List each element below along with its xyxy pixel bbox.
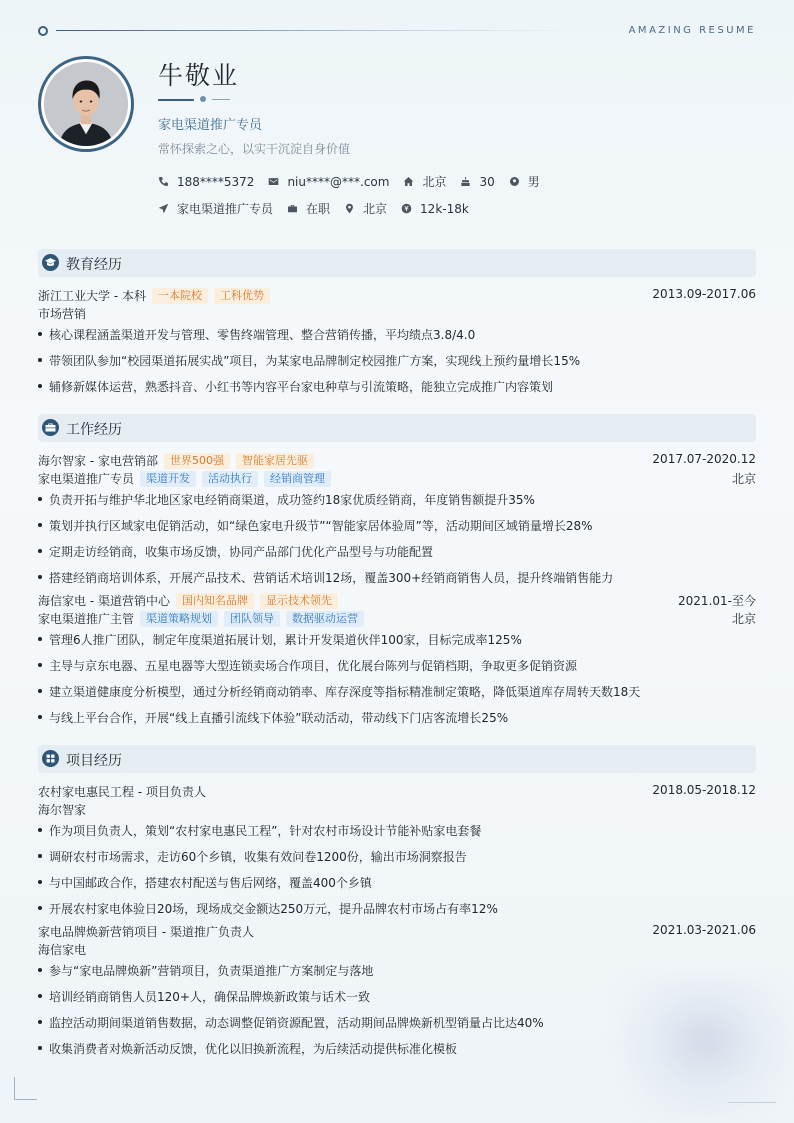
company-tag: 智能家居先驱 [236, 453, 314, 469]
section-title: 工作经历 [66, 422, 122, 438]
role-tag: 渠道策略规划 [140, 611, 218, 627]
city-item: 北京 [403, 173, 446, 190]
job-title: 家电渠道推广专员 [158, 118, 263, 133]
age-item: 30 [460, 175, 494, 189]
company-name: 海信家电 - 渠道营销中心 [38, 594, 170, 608]
graduation-cap-icon [42, 254, 59, 271]
location-icon [344, 203, 355, 214]
project-date: 2021.03-2021.06 [652, 923, 756, 937]
job-role: 家电渠道推广专员 [38, 472, 135, 486]
job-date: 2021.01-至今 [678, 594, 756, 608]
section-work [38, 414, 756, 442]
role-tag: 渠道开发 [140, 471, 196, 487]
job-role-row [38, 470, 756, 487]
top-decoration [38, 26, 756, 36]
project-title: 农村家电惠民工程 - 项目负责人 [38, 785, 206, 799]
company-tag: 世界500强 [164, 453, 230, 469]
school-tag: 工科优势 [214, 288, 270, 304]
role-tag: 活动执行 [202, 471, 258, 487]
project-header [38, 783, 756, 800]
contact-row [158, 173, 554, 190]
project-org: 海尔智家 [38, 803, 87, 817]
job-role: 家电渠道推广主管 [38, 612, 135, 626]
role-tag: 经销商管理 [264, 471, 331, 487]
home-icon [403, 176, 414, 187]
project-date: 2018.05-2018.12 [652, 783, 756, 797]
job-header [38, 592, 756, 609]
name-underline-decoration [158, 96, 238, 104]
job-role-row [38, 610, 756, 627]
project-header [38, 923, 756, 940]
send-icon [158, 203, 169, 214]
project-org: 海信家电 [38, 943, 87, 957]
email-item: niu****@***.com [268, 175, 389, 189]
portrait-image [44, 62, 128, 146]
blurred-decoration [616, 975, 794, 1123]
section-education [38, 249, 756, 277]
salary-icon [401, 203, 412, 214]
bottom-rule [728, 1102, 776, 1103]
corner-decoration [14, 1077, 37, 1100]
section-title: 教育经历 [66, 257, 122, 273]
section-title: 项目经历 [66, 753, 122, 769]
education-header [38, 287, 756, 304]
mail-icon [268, 176, 279, 187]
section-projects [38, 745, 756, 773]
ring-decoration [38, 26, 48, 36]
project-title: 家电品牌焕新营销项目 - 渠道推广负责人 [38, 925, 254, 939]
phone-item: 188****5372 [158, 175, 254, 189]
briefcase-icon [287, 203, 298, 214]
briefcase-section-icon [42, 419, 59, 436]
job-header [38, 452, 756, 469]
gender-icon [509, 176, 520, 187]
salary-item: 12k-18k [401, 202, 469, 216]
gender-item: 男 [509, 173, 540, 190]
job-location: 北京 [731, 612, 756, 626]
school-name: 浙江工业大学 - 本科 [38, 289, 146, 303]
intent-position-item: 家电渠道推广专员 [158, 200, 273, 217]
major: 市场营销 [38, 307, 87, 321]
status-item: 在职 [287, 200, 330, 217]
company-tag: 显示技术领先 [260, 593, 338, 609]
phone-icon [158, 176, 169, 187]
role-tag: 数据驱动运营 [286, 611, 364, 627]
grid-icon [42, 750, 59, 767]
intent-row [158, 200, 483, 217]
top-rule [56, 30, 576, 31]
candidate-name: 牛敬业 [158, 61, 240, 90]
intent-city-item: 北京 [344, 200, 387, 217]
school-tag: 一本院校 [152, 288, 208, 304]
job-location: 北京 [731, 472, 756, 486]
education-date: 2013.09-2017.06 [652, 287, 756, 301]
company-tag: 国内知名品牌 [176, 593, 254, 609]
role-tag: 团队领导 [224, 611, 280, 627]
brand-label: AMAZING RESUME [628, 25, 756, 36]
job-date: 2017.07-2020.12 [652, 452, 756, 466]
motto: 常怀探索之心，以实干沉淀自身价值 [158, 142, 351, 156]
cake-icon [460, 176, 471, 187]
avatar [38, 56, 134, 152]
company-name: 海尔智家 - 家电营销部 [38, 454, 158, 468]
